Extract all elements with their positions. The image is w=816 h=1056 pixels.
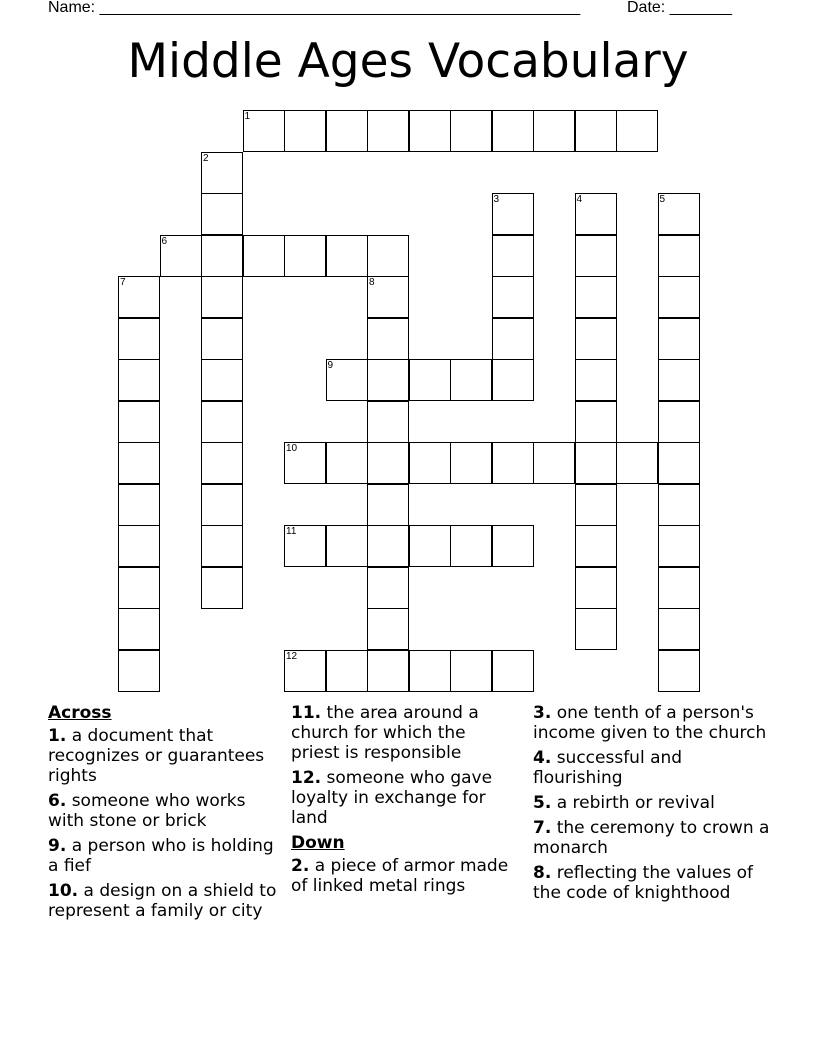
grid-cell[interactable]: [118, 608, 160, 650]
grid-cell[interactable]: [616, 110, 658, 152]
grid-cell[interactable]: [658, 401, 700, 443]
clue-across-11: 11. the area around a church for which the priest is responsible: [291, 703, 479, 763]
grid-cell[interactable]: [326, 110, 368, 152]
grid-cell[interactable]: [658, 359, 700, 401]
grid-cell[interactable]: [409, 525, 451, 567]
grid-cell[interactable]: [450, 442, 492, 484]
grid-cell[interactable]: [367, 110, 409, 152]
grid-cell[interactable]: [658, 484, 700, 526]
grid-cell[interactable]: [367, 318, 409, 360]
grid-cell[interactable]: [160, 235, 202, 277]
grid-cell[interactable]: [492, 442, 534, 484]
grid-cell[interactable]: [658, 235, 700, 277]
clue-across-12: 12. someone who gave loyalty in exchange for land: [291, 768, 493, 828]
clues-column-2: [291, 703, 516, 901]
clue-down-4: 4. successful and flourishing: [533, 748, 683, 788]
grid-cell[interactable]: [201, 525, 243, 567]
grid-cell[interactable]: [201, 318, 243, 360]
grid-cell[interactable]: [575, 484, 617, 526]
grid-cell[interactable]: [367, 401, 409, 443]
grid-cell[interactable]: [450, 359, 492, 401]
grid-cell[interactable]: [492, 235, 534, 277]
grid-cell[interactable]: [201, 152, 243, 194]
grid-cell[interactable]: [409, 442, 451, 484]
grid-cell[interactable]: [243, 235, 285, 277]
clue-number: 9: [327, 360, 334, 371]
grid-cell[interactable]: [284, 110, 326, 152]
grid-cell[interactable]: [118, 484, 160, 526]
grid-cell[interactable]: [533, 442, 575, 484]
grid-cell[interactable]: [492, 359, 534, 401]
grid-cell[interactable]: [201, 567, 243, 609]
grid-cell[interactable]: [118, 567, 160, 609]
grid-cell[interactable]: [367, 235, 409, 277]
grid-cell[interactable]: [575, 235, 617, 277]
grid-cell[interactable]: [201, 276, 243, 318]
grid-cell[interactable]: [201, 401, 243, 443]
grid-cell[interactable]: [450, 650, 492, 692]
grid-cell[interactable]: [118, 276, 160, 318]
grid-cell[interactable]: [658, 318, 700, 360]
clue-down-7: 7. the ceremony to crown a monarch: [533, 818, 770, 858]
clue-number: 8: [369, 277, 375, 288]
clue-number: 2: [203, 152, 209, 164]
grid-cell[interactable]: [492, 318, 534, 360]
grid-cell[interactable]: [201, 484, 243, 526]
grid-cell[interactable]: [118, 318, 160, 360]
grid-cell[interactable]: [658, 650, 700, 692]
grid-cell[interactable]: [367, 608, 409, 650]
grid-cell[interactable]: [450, 110, 492, 152]
grid-cell[interactable]: [658, 193, 700, 235]
grid-cell[interactable]: [492, 650, 534, 692]
clue-across-6: 6. someone who works with stone or brick: [48, 791, 246, 831]
clue-number: 1: [244, 111, 251, 122]
grid-cell[interactable]: [201, 442, 243, 484]
grid-cell[interactable]: [575, 525, 617, 567]
grid-cell[interactable]: [201, 235, 243, 277]
grid-cell[interactable]: [533, 110, 575, 152]
grid-cell[interactable]: [575, 318, 617, 360]
grid-cell[interactable]: [367, 525, 409, 567]
down-heading: Down: [291, 833, 345, 853]
grid-cell[interactable]: [575, 567, 617, 609]
grid-cell[interactable]: [575, 276, 617, 318]
grid-cell[interactable]: [658, 442, 700, 484]
grid-cell[interactable]: [326, 525, 368, 567]
grid-cell[interactable]: [409, 650, 451, 692]
clue-across-10: 10. a design on a shield to represent a family or city: [48, 881, 277, 921]
grid-cell[interactable]: [450, 525, 492, 567]
name-label: Name:: [48, 0, 96, 16]
grid-cell[interactable]: [575, 442, 617, 484]
grid-cell[interactable]: [658, 567, 700, 609]
grid-cell[interactable]: [326, 442, 368, 484]
grid-cell[interactable]: [658, 276, 700, 318]
clues-column-3: [533, 703, 773, 908]
grid-cell[interactable]: [492, 276, 534, 318]
clue-across-9: 9. a person who is holding a fief: [48, 836, 274, 876]
clues-column-1: [48, 703, 283, 926]
grid-cell[interactable]: [575, 401, 617, 443]
grid-cell[interactable]: [201, 359, 243, 401]
grid-cell[interactable]: [575, 359, 617, 401]
page-title: Middle Ages Vocabulary: [127, 34, 689, 89]
grid-cell[interactable]: [575, 193, 617, 235]
grid-cell[interactable]: [367, 442, 409, 484]
clue-down-2: 2. a piece of armor made of linked metal rings: [291, 856, 509, 896]
grid-cell[interactable]: [243, 110, 285, 152]
grid-cell[interactable]: [118, 359, 160, 401]
date-line: _______: [669, 0, 732, 16]
clue-number: 4: [576, 194, 583, 205]
grid-cell[interactable]: [326, 235, 368, 277]
grid-cell[interactable]: [118, 401, 160, 443]
grid-cell[interactable]: [658, 525, 700, 567]
grid-cell[interactable]: [118, 442, 160, 484]
across-heading: Across: [48, 703, 112, 723]
date-label: Date:: [627, 0, 666, 16]
grid-cell[interactable]: [201, 193, 243, 235]
grid-cell[interactable]: [367, 276, 409, 318]
grid-cell[interactable]: [492, 110, 534, 152]
grid-cell[interactable]: [616, 442, 658, 484]
grid-cell[interactable]: [284, 235, 326, 277]
clue-number: 7: [120, 277, 126, 288]
grid-cell[interactable]: [492, 193, 534, 235]
grid-cell[interactable]: [367, 359, 409, 401]
grid-cell[interactable]: [118, 650, 160, 692]
clue-down-3: 3. one tenth of a person's income given to the church: [533, 703, 767, 743]
grid-cell[interactable]: [367, 484, 409, 526]
clue-number: 11: [286, 526, 297, 537]
clue-number: 12: [286, 650, 298, 662]
clue-down-8: 8. reflecting the values of the code of knighthood: [533, 863, 754, 903]
grid-cell[interactable]: [492, 525, 534, 567]
clue-number: 6: [161, 235, 168, 247]
grid-cell[interactable]: [367, 567, 409, 609]
grid-cell[interactable]: [118, 525, 160, 567]
grid-cell[interactable]: [284, 650, 326, 692]
clue-down-5: 5. a rebirth or revival: [533, 793, 715, 813]
name-line: ______________________________________________________: [99, 0, 581, 16]
grid-cell[interactable]: [409, 359, 451, 401]
grid-cell[interactable]: [326, 359, 368, 401]
clue-number: 10: [286, 443, 298, 454]
clue-number: 3: [493, 194, 500, 205]
grid-cell[interactable]: [409, 110, 451, 152]
grid-cell[interactable]: [284, 525, 326, 567]
clue-number: 5: [659, 194, 666, 205]
grid-cell[interactable]: [575, 608, 617, 650]
grid-cell[interactable]: [658, 608, 700, 650]
grid-cell[interactable]: [575, 110, 617, 152]
clue-across-1: 1. a document that recognizes or guarantees rights: [48, 726, 265, 786]
grid-cell[interactable]: [284, 442, 326, 484]
grid-cell[interactable]: [326, 650, 368, 692]
grid-cell[interactable]: [367, 650, 409, 692]
